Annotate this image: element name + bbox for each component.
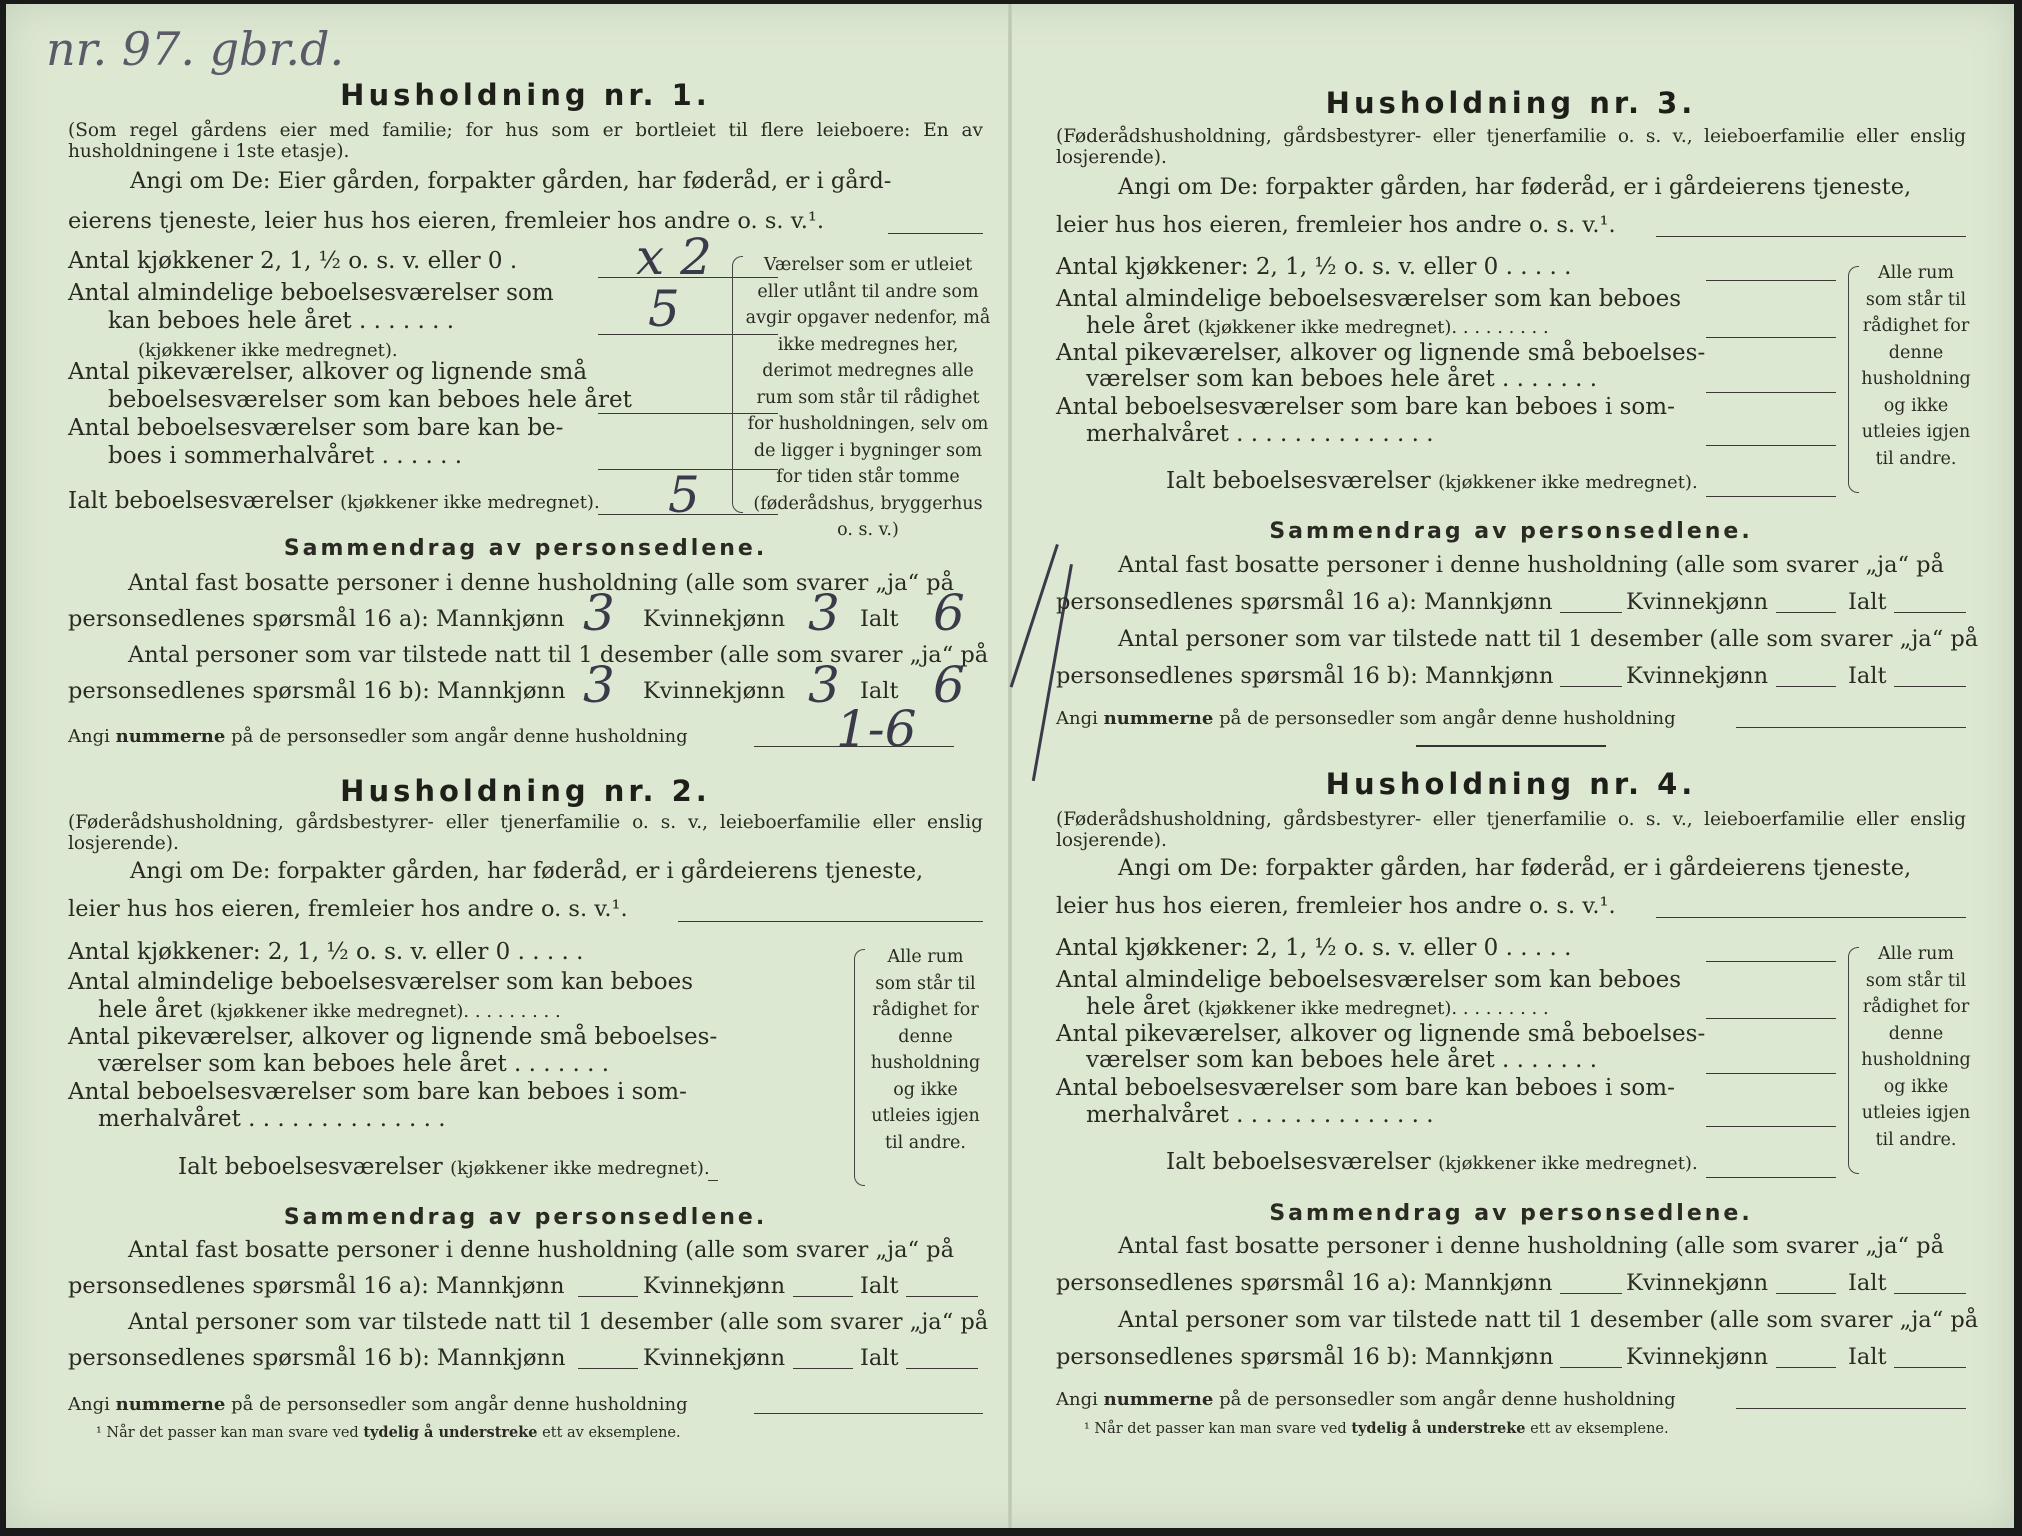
household-3-title: Husholdning nr. 3.: [1325, 86, 1697, 120]
household-2-fast-a: Antal fast bosatte personer i denne husholdning (alle som svarer „ja“ på: [128, 1237, 954, 1263]
household-1-fast-b: personsedlenes spørsmål 16 a): Mannkjønn: [68, 606, 565, 632]
household-1-present-ialt: Ialt: [860, 678, 899, 704]
household-4-title: Husholdning nr. 4.: [1325, 767, 1697, 801]
household-2-footnote: ¹ Når det passer kan man svare ved tydelig å understreke ett av eksemplene.: [96, 1424, 681, 1441]
household-2-fast-ialt: Ialt: [860, 1273, 899, 1299]
household-1-fast-a: Antal fast bosatte personer i denne husholdning (alle som svarer „ja“ på: [128, 570, 954, 596]
household-4-fast-kvinne: Kvinnekjønn: [1626, 1270, 1769, 1296]
left-page: [46, 4, 991, 1528]
household-4-total: Ialt beboelsesværelser (kjøkkener ikke medregnet).: [1166, 1149, 1698, 1175]
household-4-present-a: Antal personer som var tilstede natt til 1 desember (alle som svarer „ja“ på: [1118, 1307, 1979, 1333]
household-1-numbers: Angi nummerne på de personsedler som angår denne husholdning: [68, 726, 688, 747]
household-1-note: (Som regel gårdens eier med familie; for hus som er bortleiet til flere leieboere: En av husholdningene i 1ste etasje).: [68, 120, 983, 162]
household-1-present-b: personsedlenes spørsmål 16 b): Mannkjønn: [68, 678, 566, 704]
household-1-16a-mann: 3: [583, 584, 615, 642]
household-4-angi-line2: leier hus hos eieren, fremleier hos andre o. s. v.¹.: [1056, 893, 1616, 919]
household-3-present-ialt: Ialt: [1848, 663, 1887, 689]
household-3-rooms-a: Antal almindelige beboelsesværelser som kan beboes: [1056, 286, 1682, 312]
household-3-present-a: Antal personer som var tilstede natt til 1 desember (alle som svarer „ja“ på: [1118, 626, 1979, 652]
household-3-angi-line2: leier hus hos eieren, fremleier hos andre o. s. v.¹.: [1056, 212, 1616, 238]
household-4-kitchens: Antal kjøkkener: 2, 1, ½ o. s. v. eller 0 . . . . .: [1056, 935, 1572, 961]
household-1-16a-kvinne: 3: [808, 584, 840, 642]
household-2-angi-line1: Angi om De: forpakter gården, har føderåd, er i gårdeierens tjeneste,: [130, 858, 924, 884]
household-1-title: Husholdning nr. 1.: [340, 78, 711, 112]
household-1-maid-b: beboelsesværelser som kan beboes hele året: [108, 387, 632, 413]
household-1-kitchens: Antal kjøkkener 2, 1, ½ o. s. v. eller 0 .: [68, 248, 518, 274]
household-2-title: Husholdning nr. 2.: [340, 774, 711, 808]
household-4-footnote: ¹ Når det passer kan man svare ved tydelig å understreke ett av eksemplene.: [1084, 1420, 1669, 1437]
section-divider: [1416, 745, 1606, 747]
household-1-rooms-b: kan beboes hele året . . . . . . .: [108, 308, 455, 334]
household-3-summer-a: Antal beboelsesværelser som bare kan beboes i som-: [1056, 394, 1675, 420]
household-2-angi-line2: leier hus hos eieren, fremleier hos andre o. s. v.¹.: [68, 896, 628, 922]
household-4-summary-title: Sammendrag av personsedlene.: [1269, 1201, 1753, 1226]
household-3-present-kvinne: Kvinnekjønn: [1626, 663, 1769, 689]
household-3-summary-title: Sammendrag av personsedlene.: [1269, 519, 1753, 544]
household-4-angi-line1: Angi om De: forpakter gården, har føderåd, er i gårdeierens tjeneste,: [1118, 855, 1912, 881]
household-4-rooms-a: Antal almindelige beboelsesværelser som kan beboes: [1056, 967, 1682, 993]
household-1-total-value: 5: [668, 466, 700, 524]
household-2-note: (Føderådshusholdning, gårdsbestyrer- eller tjenerfamilie o. s. v., leieboerfamilie eller enslig losjerende).: [68, 812, 983, 854]
household-2-fast-b: personsedlenes spørsmål 16 a): Mannkjønn: [68, 1273, 565, 1299]
household-4-summer-b: merhalvåret . . . . . . . . . . . . . .: [1086, 1102, 1434, 1128]
household-4-fast-a: Antal fast bosatte personer i denne husholdning (alle som svarer „ja“ på: [1118, 1233, 1944, 1259]
household-1-16b-mann: 3: [583, 656, 615, 714]
household-3-total: Ialt beboelsesværelser (kjøkkener ikke medregnet).: [1166, 468, 1698, 494]
household-1-summer-a: Antal beboelsesværelser som bare kan be-: [68, 415, 564, 441]
household-2-present-b: personsedlenes spørsmål 16 b): Mannkjønn: [68, 1345, 566, 1371]
household-1-summary-title: Sammendrag av personsedlene.: [283, 536, 768, 561]
household-2-kitchens: Antal kjøkkener: 2, 1, ½ o. s. v. eller 0 . . . . .: [68, 939, 584, 965]
household-1-summer-b: boes i sommerhalvåret . . . . . .: [108, 443, 463, 469]
household-1-16b-total: 6: [933, 656, 965, 714]
handwritten-header-note: nr. 97. gbr.d.: [46, 22, 345, 76]
household-1-16b-kvinne: 3: [808, 656, 840, 714]
household-3-angi-line1: Angi om De: forpakter gården, har føderåd, er i gårdeierens tjeneste,: [1118, 174, 1912, 200]
household-2-side-note: Alle rum som står til rådighet for denne husholdning og ikke utleies igjen til andre.: [870, 947, 981, 1153]
page-fold: [1008, 4, 1012, 1528]
household-2-rooms-b: hele året (kjøkkener ikke medregnet). . . . . . . . .: [98, 997, 561, 1023]
right-page: [1056, 4, 1979, 1528]
household-1-total-label: Ialt beboelsesværelser: [68, 488, 333, 514]
census-form-sheet: [6, 4, 2014, 1528]
household-1-fast-kvinne: Kvinnekjønn: [643, 606, 786, 632]
household-1-present-a: Antal personer som var tilstede natt til 1 desember (alle som svarer „ja“ på: [128, 642, 989, 668]
household-4-maid-b: værelser som kan beboes hele året . . . . . . .: [1086, 1047, 1598, 1073]
household-1-numbers-value: 1-6: [836, 700, 917, 758]
household-1-side-note: Værelser som er utleiet eller utlånt til andre som avgir opgaver nedenfor, må ikke medregnes her, derimot medregnes alle rum som står til rådighet for husholdningen, selv om de ligger i bygninger som for tiden står tomme (føderådshus, bryggerhus o. s. v.): [745, 255, 991, 540]
household-2-present-a: Antal personer som var tilstede natt til 1 desember (alle som svarer „ja“ på: [128, 1309, 989, 1335]
household-2-numbers: Angi nummerne på de personsedler som angår denne husholdning: [68, 1394, 688, 1415]
household-3-present-b: personsedlenes spørsmål 16 b): Mannkjønn: [1056, 663, 1554, 689]
household-4-fast-b: personsedlenes spørsmål 16 a): Mannkjønn: [1056, 1270, 1553, 1296]
household-2-fast-kvinne: Kvinnekjønn: [643, 1273, 786, 1299]
household-3-fast-a: Antal fast bosatte personer i denne husholdning (alle som svarer „ja“ på: [1118, 552, 1944, 578]
household-3-maid-b: værelser som kan beboes hele året . . . . . . .: [1086, 366, 1598, 392]
household-2-summer-b: merhalvåret . . . . . . . . . . . . . .: [98, 1106, 446, 1132]
household-3-kitchens: Antal kjøkkener: 2, 1, ½ o. s. v. eller 0 . . . . .: [1056, 254, 1572, 280]
household-1-total-small: (kjøkkener ikke medregnet).: [340, 492, 600, 513]
household-4-present-kvinne: Kvinnekjønn: [1626, 1344, 1769, 1370]
household-4-summer-a: Antal beboelsesværelser som bare kan beboes i som-: [1056, 1075, 1675, 1101]
household-1-angi-line1: Angi om De: Eier gården, forpakter gården, har føderåd, er i gård-: [130, 168, 892, 194]
household-2-summary-title: Sammendrag av personsedlene.: [283, 1205, 768, 1230]
household-2-total: Ialt beboelsesværelser (kjøkkener ikke medregnet).: [178, 1154, 710, 1180]
household-4-numbers: Angi nummerne på de personsedler som angår denne husholdning: [1056, 1389, 1676, 1410]
household-3-side-note: Alle rum som står til rådighet for denne husholdning og ikke utleies igjen til andre.: [1861, 263, 1971, 469]
household-2-maid-a: Antal pikeværelser, alkover og lignende små beboelses-: [68, 1024, 718, 1050]
household-1-rooms-c: (kjøkkener ikke medregnet).: [138, 340, 398, 361]
household-1-rooms-a: Antal almindelige beboelsesværelser som: [68, 280, 554, 306]
household-1-fast-ialt: Ialt: [860, 606, 899, 632]
household-1-maid-a: Antal pikeværelser, alkover og lignende små: [68, 359, 588, 385]
household-1-rooms-value: 5: [648, 280, 680, 338]
household-2-summer-a: Antal beboelsesværelser som bare kan beboes i som-: [68, 1079, 687, 1105]
household-4-side-note: Alle rum som står til rådighet for denne husholdning og ikke utleies igjen til andre.: [1861, 944, 1971, 1150]
household-3-numbers: Angi nummerne på de personsedler som angår denne husholdning: [1056, 708, 1676, 729]
household-4-present-b: personsedlenes spørsmål 16 b): Mannkjønn: [1056, 1344, 1554, 1370]
household-3-note: (Føderådshusholdning, gårdsbestyrer- eller tjenerfamilie o. s. v., leieboerfamilie eller enslig losjerende).: [1056, 126, 1966, 168]
household-1-16a-total: 6: [933, 584, 965, 642]
household-1-total: [68, 488, 600, 516]
household-3-fast-b: personsedlenes spørsmål 16 a): Mannkjønn: [1056, 589, 1553, 615]
household-3-rooms-b: hele året (kjøkkener ikke medregnet). . . . . . . . .: [1086, 313, 1549, 339]
household-2-maid-b: værelser som kan beboes hele året . . . . . . .: [98, 1051, 610, 1077]
household-4-rooms-b: hele året (kjøkkener ikke medregnet). . . . . . . . .: [1086, 994, 1549, 1020]
household-2-rooms-a: Antal almindelige beboelsesværelser som kan beboes: [68, 969, 694, 995]
household-4-note: (Føderådshusholdning, gårdsbestyrer- eller tjenerfamilie o. s. v., leieboerfamilie eller enslig losjerende).: [1056, 809, 1966, 851]
household-3-fast-ialt: Ialt: [1848, 589, 1887, 615]
household-1-kitchens-value: x 2: [636, 228, 712, 286]
household-2-present-kvinne: Kvinnekjønn: [643, 1345, 786, 1371]
household-4-maid-a: Antal pikeværelser, alkover og lignende små beboelses-: [1056, 1021, 1706, 1047]
household-3-fast-kvinne: Kvinnekjønn: [1626, 589, 1769, 615]
household-1-angi-line2: eierens tjeneste, leier hus hos eieren, fremleier hos andre o. s. v.¹.: [68, 208, 825, 234]
household-3-maid-a: Antal pikeværelser, alkover og lignende små beboelses-: [1056, 340, 1706, 366]
household-3-summer-b: merhalvåret . . . . . . . . . . . . . .: [1086, 421, 1434, 447]
household-4-fast-ialt: Ialt: [1848, 1270, 1887, 1296]
household-4-present-ialt: Ialt: [1848, 1344, 1887, 1370]
household-2-present-ialt: Ialt: [860, 1345, 899, 1371]
household-1-present-kvinne: Kvinnekjønn: [643, 678, 786, 704]
